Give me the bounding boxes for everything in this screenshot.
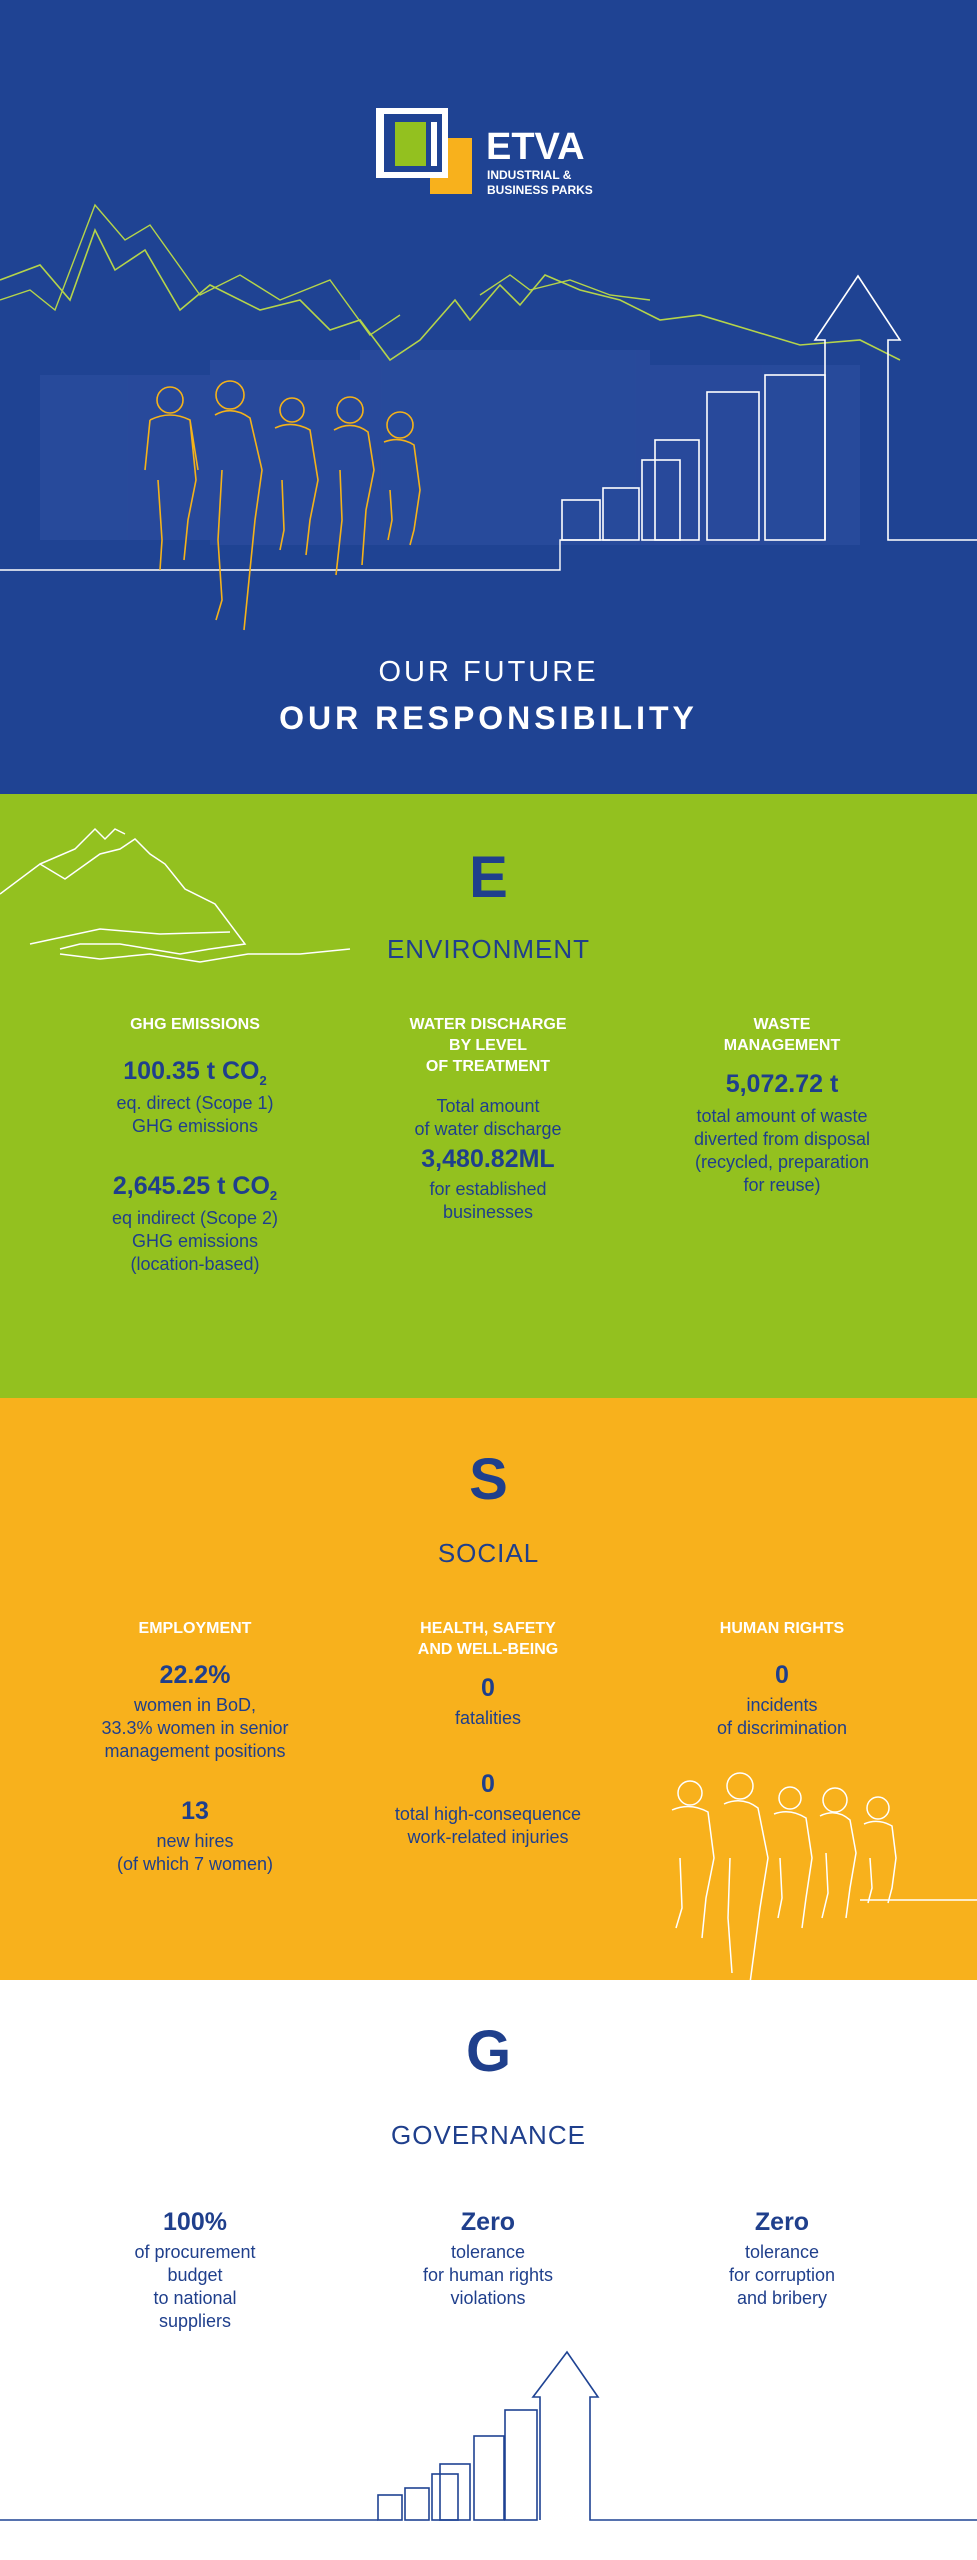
health-heading-1: HEALTH, SAFETY [420, 1620, 556, 1637]
employment-desc1-2: 33.3% women in senior [101, 1718, 289, 1738]
corruption-value: Zero [754, 2208, 810, 2236]
hr-tolerance-value: Zero [460, 2208, 516, 2236]
social-section [0, 1398, 977, 1980]
corruption-desc-3: and bribery [736, 2288, 828, 2308]
water-desc-1: Total amount [436, 1096, 540, 1116]
waste-heading-2: MANAGEMENT [723, 1037, 841, 1054]
brand-name: ETVA [486, 126, 585, 168]
procurement-value: 100% [163, 2208, 227, 2236]
brand-tagline-1: INDUSTRIAL & [487, 168, 572, 182]
water-heading-1: WATER DISCHARGE [409, 1016, 567, 1033]
human-rights-desc-1: incidents [746, 1695, 818, 1715]
hero-line-2: OUR RESPONSIBILITY [279, 700, 698, 736]
health-desc2-2: work-related injuries [407, 1827, 569, 1847]
water-value: 3,480.82ML [421, 1145, 555, 1173]
ghg-scope1-value: 100.35 t $CO_2$ [123, 1057, 267, 1088]
hr-tolerance-desc-2: for human rights [422, 2265, 554, 2285]
water-desc-2: of water discharge [414, 1119, 562, 1139]
brand-tagline-2: BUSINESS PARKS [487, 183, 593, 197]
human-rights-heading: HUMAN RIGHTS [719, 1620, 845, 1637]
waste-desc-2: diverted from disposal [693, 1129, 871, 1149]
waste-value: 5,072.72 t [725, 1070, 839, 1098]
water-discharge-column [358, 1014, 618, 1224]
governance-title: GOVERNANCE [391, 2120, 586, 2150]
human-rights-tolerance-column [358, 2208, 618, 2310]
social-title: SOCIAL [437, 1538, 540, 1568]
governance-section [0, 1980, 977, 2560]
employment-value-1: 22.2% [159, 1661, 231, 1689]
employment-column [65, 1618, 325, 1876]
environment-title: ENVIRONMENT [386, 934, 591, 964]
ghg-scope2-value: 2,645.25 t $CO_2$ [112, 1172, 278, 1203]
waste-management-column [652, 1014, 912, 1197]
corruption-desc-2: for corruption [728, 2265, 836, 2285]
health-value-1: 0 [481, 1674, 495, 1702]
ghg-emissions-column [65, 1014, 325, 1276]
water-desc-4: businesses [442, 1202, 534, 1222]
human-rights-value: 0 [775, 1661, 789, 1689]
procurement-column [65, 2208, 325, 2333]
hero-section [0, 0, 977, 794]
health-safety-column [358, 1618, 618, 1849]
human-rights-desc-2: of discrimination [716, 1718, 848, 1738]
mountain-line [0, 230, 900, 360]
employment-desc1-1: women in BoD, [133, 1695, 257, 1715]
procurement-desc-2: budget [167, 2265, 223, 2285]
ghg-scope2-desc-1: eq indirect (Scope 2) [111, 1208, 279, 1228]
ghg-heading: GHG EMISSIONS [130, 1016, 260, 1033]
hr-tolerance-desc-3: violations [450, 2288, 526, 2308]
waste-desc-1: total amount of waste [696, 1106, 868, 1126]
ghg-scope2-desc-2: GHG emissions [131, 1231, 259, 1251]
water-heading-3: OF TREATMENT [425, 1058, 551, 1075]
environment-letter: E [469, 845, 508, 910]
social-letter: S [469, 1447, 508, 1512]
corruption-tolerance-column [652, 2208, 912, 2310]
ghg-scope1-desc-2: GHG emissions [131, 1116, 259, 1136]
health-heading-2: AND WELL-BEING [417, 1641, 559, 1658]
procurement-desc-3: to national [153, 2288, 237, 2308]
hr-tolerance-desc-1: tolerance [450, 2242, 526, 2262]
corruption-desc-1: tolerance [744, 2242, 820, 2262]
etva-logo [376, 108, 472, 194]
waste-desc-3: (recycled, preparation [694, 1152, 870, 1172]
hero-line-1: OUR FUTURE [378, 656, 599, 688]
employment-desc2-2: (of which 7 women) [116, 1854, 274, 1874]
ghg-scope1-desc-1: eq. direct (Scope 1) [116, 1093, 274, 1113]
ghg-scope2-desc-3: (location-based) [130, 1254, 260, 1274]
employment-desc1-3: management positions [104, 1741, 286, 1761]
water-desc-3: for established [429, 1179, 547, 1199]
employment-heading: EMPLOYMENT [138, 1620, 252, 1637]
water-heading-2: BY LEVEL [449, 1037, 527, 1054]
procurement-desc-4: suppliers [158, 2311, 232, 2331]
health-value-2: 0 [481, 1770, 495, 1798]
governance-letter: G [465, 2019, 512, 2084]
health-desc1-1: fatalities [454, 1708, 522, 1728]
waste-heading-1: WASTE [753, 1016, 811, 1033]
procurement-desc-1: of procurement [134, 2242, 256, 2262]
employment-value-2: 13 [181, 1797, 209, 1825]
employment-desc2-1: new hires [156, 1831, 234, 1851]
environment-section [0, 794, 977, 1398]
health-desc2-1: total high-consequence [394, 1804, 582, 1824]
human-rights-column [652, 1618, 912, 1740]
waste-desc-4: for reuse) [743, 1175, 821, 1195]
